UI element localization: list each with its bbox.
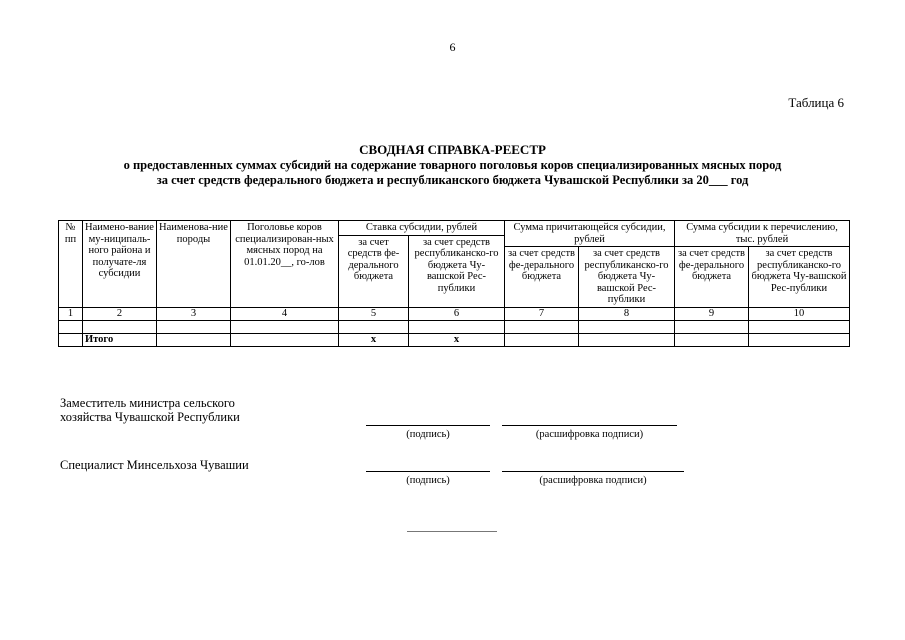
table-cell (59, 333, 83, 346)
header-rate-republic: за счет средств республиканско-го бюджета Чу-вашской Рес-публики (409, 235, 505, 307)
table-cell (749, 320, 850, 333)
page-number: 6 (449, 40, 456, 54)
subtitle-line-2: за счет средств федерального бюджета и республиканского бюджета Чувашской Республики за 20___ год (156, 173, 749, 187)
table-row (59, 320, 850, 333)
header-transfer-group: Сумма субсидии к перечислению, тыс. рублей (675, 221, 850, 247)
total-label: Итого (83, 333, 157, 346)
total-row (59, 333, 850, 346)
table-cell (157, 333, 231, 346)
subtitle-line-1: о предоставленных суммах субсидий на содержание товарного поголовья коров специализированных мясных пород (123, 158, 782, 172)
header-due-federal: за счет средств фе-дерального бюджета (505, 247, 579, 308)
table-cell (505, 333, 579, 346)
signature-line (366, 471, 490, 472)
decode-caption: (расшифровка подписи) (539, 475, 647, 486)
header-row-1 (59, 221, 850, 236)
signature-caption: (подпись) (406, 429, 450, 440)
signature-caption: (подпись) (406, 475, 450, 486)
table-label: Таблица 6 (788, 95, 844, 110)
signature-line (366, 425, 490, 426)
table-cell (675, 333, 749, 346)
column-number: 4 (231, 307, 339, 320)
document-subtitle (0, 158, 905, 188)
column-number: 10 (749, 307, 850, 320)
header-rate-federal: за счет средств фе-дерального бюджета (339, 235, 409, 307)
table-cell (231, 320, 339, 333)
deputy-line-2: хозяйства Чувашской Республики (60, 410, 240, 424)
table-cell (83, 320, 157, 333)
column-number: 3 (157, 307, 231, 320)
registry-table (58, 220, 850, 347)
footer-separator (407, 531, 497, 532)
header-livestock: Поголовье коров специализирован-ных мясных пород на 01.01.20__, го-лов (231, 221, 339, 308)
header-transfer-federal: за счет средств фе-дерального бюджета (675, 247, 749, 308)
header-due-republic: за счет средств республиканско-го бюджета Чу-вашской Рес-публики (579, 247, 675, 308)
column-number: 2 (83, 307, 157, 320)
column-number: 7 (505, 307, 579, 320)
column-number: 6 (409, 307, 505, 320)
specialist-label: Специалист Минсельхоза Чувашии (60, 458, 249, 472)
column-numbers-row (59, 307, 850, 320)
total-mark-rate-republic: x (409, 333, 505, 346)
header-number: № пп (59, 221, 83, 308)
column-number: 9 (675, 307, 749, 320)
column-number: 1 (59, 307, 83, 320)
table-cell (59, 320, 83, 333)
header-rate-group: Ставка субсидии, рублей (339, 221, 505, 236)
table-cell (157, 320, 231, 333)
header-transfer-republic: за счет средств республиканско-го бюджета Чу-вашской Рес-публики (749, 247, 850, 308)
deputy-line-1: Заместитель министра сельского (60, 396, 235, 410)
table-cell (579, 320, 675, 333)
table-cell (409, 320, 505, 333)
header-due-group: Сумма причитающейся субсидии, рублей (505, 221, 675, 247)
table-cell (749, 333, 850, 346)
column-number: 5 (339, 307, 409, 320)
table-cell (231, 333, 339, 346)
document-title: СВОДНАЯ СПРАВКА-РЕЕСТР (359, 142, 546, 157)
decode-caption: (расшифровка подписи) (535, 429, 644, 440)
deputy-minister-label (60, 396, 240, 424)
header-municipality: Наимено-вание му-ниципаль-ного района и получате-ля субсидии (83, 221, 157, 308)
table-cell (339, 320, 409, 333)
decode-line (502, 471, 684, 472)
column-number: 8 (579, 307, 675, 320)
header-breed: Наименова-ние породы (157, 221, 231, 308)
table-cell (675, 320, 749, 333)
total-mark-rate-federal: x (339, 333, 409, 346)
table-cell (505, 320, 579, 333)
decode-line (502, 425, 677, 426)
table-cell (579, 333, 675, 346)
